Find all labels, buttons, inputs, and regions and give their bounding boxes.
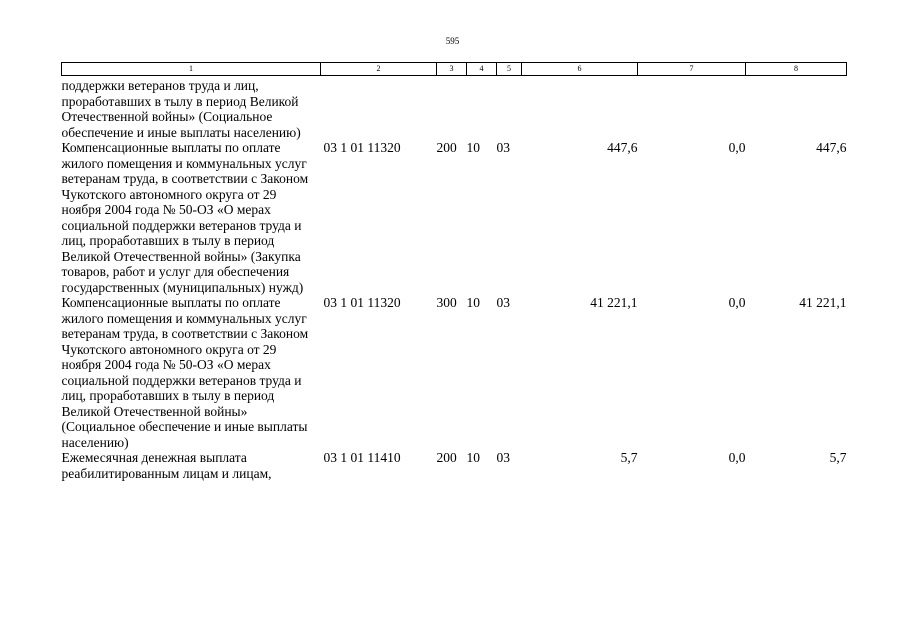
column-number-header bbox=[62, 63, 847, 76]
table-row bbox=[62, 450, 847, 481]
table-row bbox=[62, 295, 847, 450]
budget-table bbox=[61, 62, 847, 481]
row-col6: 5,7 bbox=[620, 450, 638, 465]
row-col5: 03 bbox=[496, 140, 510, 155]
row-code: 03 1 01 11320 bbox=[323, 295, 401, 310]
row-col8 bbox=[746, 78, 847, 140]
header-cell-5: 5 bbox=[497, 63, 522, 76]
row-col7 bbox=[638, 78, 746, 140]
table-row bbox=[62, 78, 847, 140]
row-code bbox=[321, 78, 437, 140]
row-col6: 447,6 bbox=[607, 140, 638, 155]
row-name: Ежемесячная денежная выплата реабилитированным лицам и лицам, bbox=[61, 450, 272, 481]
table-row bbox=[62, 140, 847, 295]
row-col3: 200 bbox=[436, 450, 457, 465]
row-col8: 447,6 bbox=[816, 140, 847, 155]
row-col3 bbox=[437, 78, 467, 140]
row-col3: 300 bbox=[436, 295, 457, 310]
row-col8: 41 221,1 bbox=[799, 295, 847, 310]
header-cell-1: 1 bbox=[62, 63, 321, 76]
row-col5 bbox=[497, 78, 522, 140]
row-col4: 10 bbox=[466, 140, 480, 155]
header-cell-3: 3 bbox=[437, 63, 467, 76]
row-name: поддержки ветеранов труда и лиц, проработавших в тылу в период Великой Отечественной войны» (Социальное обеспечение и иные выплаты населению) bbox=[61, 78, 301, 140]
header-cell-8: 8 bbox=[746, 63, 847, 76]
row-col7: 0,0 bbox=[728, 450, 746, 465]
header-cell-7: 7 bbox=[638, 63, 746, 76]
page-number: 595 bbox=[445, 36, 460, 46]
header-cell-4: 4 bbox=[467, 63, 497, 76]
row-col4: 10 bbox=[466, 450, 480, 465]
row-col4 bbox=[467, 78, 497, 140]
row-col7: 0,0 bbox=[728, 140, 746, 155]
row-col5: 03 bbox=[496, 295, 510, 310]
row-col6 bbox=[522, 78, 638, 140]
header-cell-2: 2 bbox=[321, 63, 437, 76]
row-col7: 0,0 bbox=[728, 295, 746, 310]
row-name: Компенсационные выплаты по оплате жилого помещения и коммунальных услуг ветеранам труда, в соответствии с Законом Чукотского автономного округа от 29 ноября 2004 года № 50-ОЗ «О мерах социальной поддержки ветеранов труда и лиц, проработавших в тылу в период Великой Отечественной войны» (Закупка товаров, работ и услуг для обеспечения государственных (муниципальных) нужд) bbox=[61, 140, 309, 295]
row-col4: 10 bbox=[466, 295, 480, 310]
row-code: 03 1 01 11410 bbox=[323, 450, 401, 465]
row-name: Компенсационные выплаты по оплате жилого помещения и коммунальных услуг ветеранам труда, в соответствии с Законом Чукотского автономного округа от 29 ноября 2004 года № 50-ОЗ «О мерах социальной поддержки ветеранов труда и лиц, проработавших в тылу в период Великой Отечественной войны» (Социальное обеспечение и иные выплаты населению) bbox=[61, 295, 309, 450]
row-col6: 41 221,1 bbox=[590, 295, 638, 310]
row-col8: 5,7 bbox=[829, 450, 847, 465]
row-col5: 03 bbox=[496, 450, 510, 465]
row-col3: 200 bbox=[436, 140, 457, 155]
header-cell-6: 6 bbox=[522, 63, 638, 76]
row-code: 03 1 01 11320 bbox=[323, 140, 401, 155]
